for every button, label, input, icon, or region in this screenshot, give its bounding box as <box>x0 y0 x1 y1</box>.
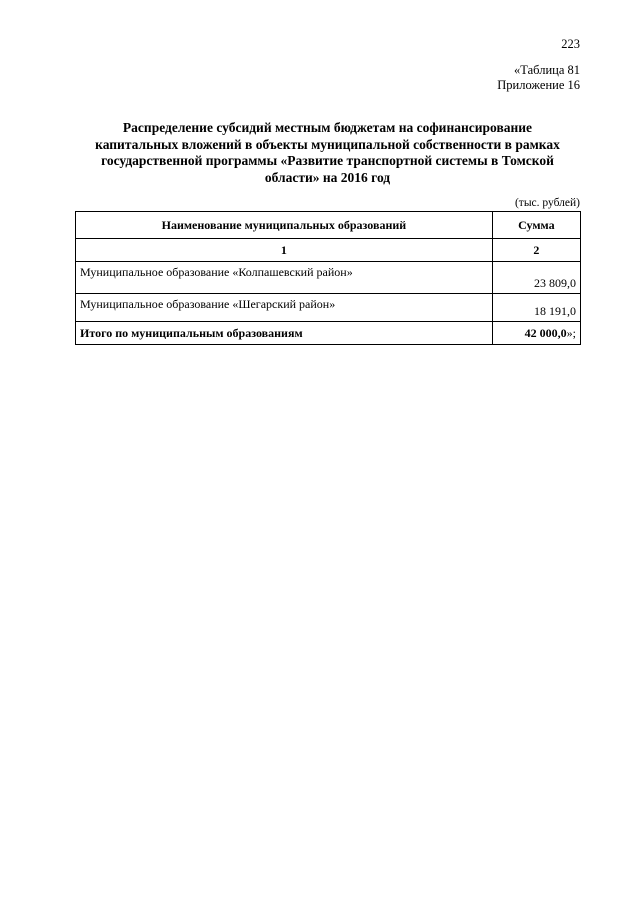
total-row <box>76 322 581 345</box>
header-sum: Сумма <box>492 212 580 239</box>
total-sum-cell <box>492 322 580 345</box>
table-reference-line: «Таблица 81 <box>514 63 580 77</box>
appendix-reference-line: Приложение 16 <box>497 78 580 92</box>
closing-quote-suffix: »; <box>566 325 576 340</box>
units-label: (тыс. рублей) <box>514 197 580 209</box>
title-line-3: государственной программы «Развитие транспортной системы в Томской <box>101 153 554 168</box>
table-header-row <box>76 212 581 239</box>
table-row <box>76 294 581 322</box>
row-name: Муниципальное образование «Шегарский район» <box>76 294 493 322</box>
column-number-row <box>76 239 581 262</box>
table-reference <box>497 63 580 93</box>
title-line-1: Распределение субсидий местным бюджетам на софинансирование <box>122 120 533 135</box>
table-row <box>76 262 581 294</box>
subsidies-table <box>75 211 581 345</box>
row-sum: 18 191,0 <box>492 294 580 322</box>
total-sum: 42 000,0 <box>524 325 567 340</box>
total-label: Итого по муниципальным образованиям <box>76 322 493 345</box>
document-title <box>75 120 580 186</box>
column-number-2: 2 <box>492 239 580 262</box>
title-line-4: области» на 2016 год <box>264 169 391 185</box>
row-sum: 23 809,0 <box>492 262 580 294</box>
header-name: Наименование муниципальных образований <box>76 212 493 239</box>
row-name: Муниципальное образование «Колпашевский район» <box>76 262 493 294</box>
title-line-2: капитальных вложений в объекты муниципальной собственности в рамках <box>95 136 560 152</box>
column-number-1: 1 <box>76 239 493 262</box>
page-number: 223 <box>561 37 580 51</box>
